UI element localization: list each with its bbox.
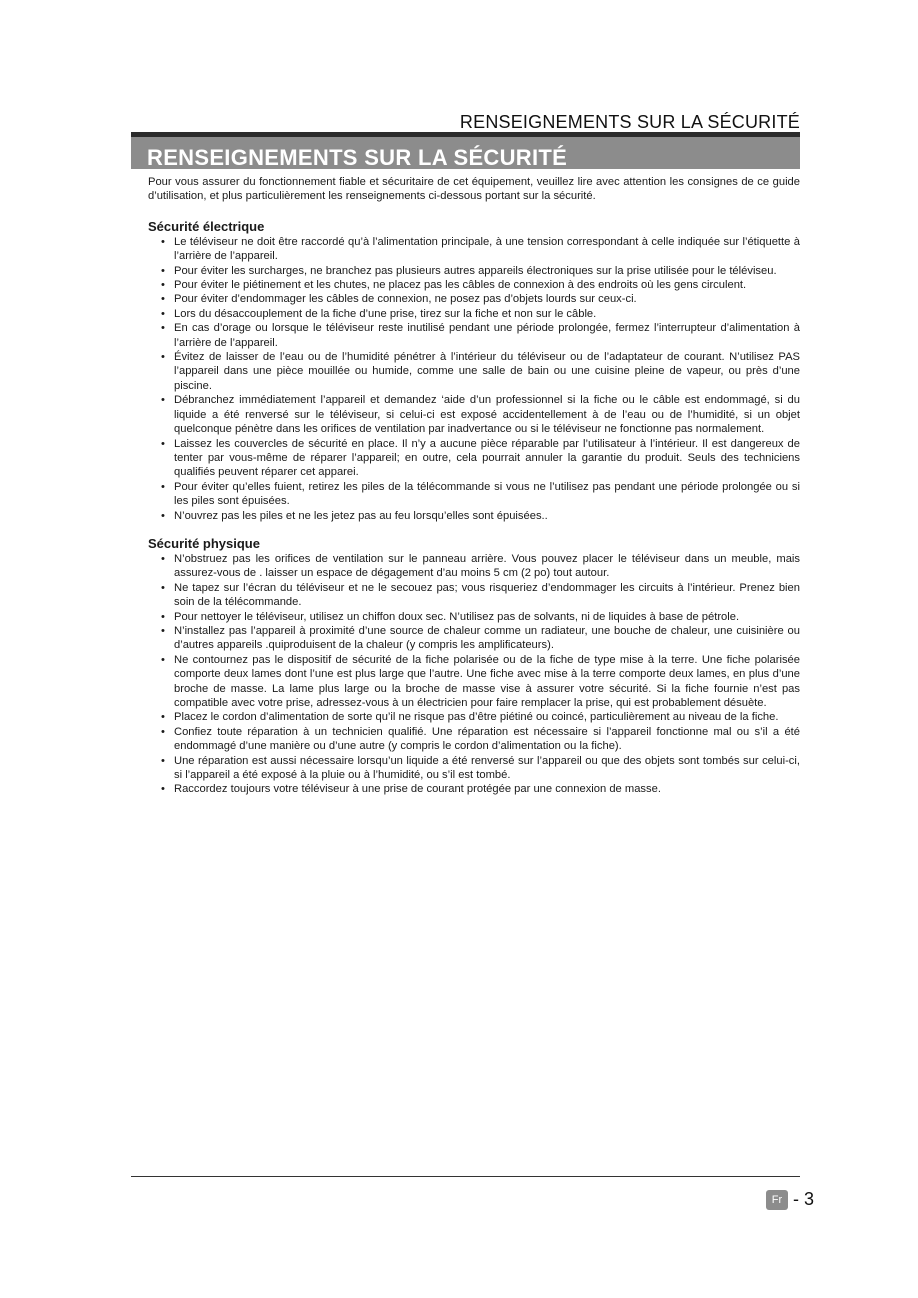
electrical-safety-list <box>148 235 800 523</box>
list-item: • Laissez les couvercles de sécurité en place. Il n’y a aucune pièce réparable par l’utilisateur à l’intérieur. Il est dangereux de tenter par vous-même de réparer l’appareil; en outre, cela pourrait annuler la garantie du produit. Seuls des techniciens qualifiés peuvent réparer cet apparei. <box>174 437 800 480</box>
list-item: • En cas d’orage ou lorsque le téléviseur reste inutilisé pendant une période prolongée, fermez l’interrupteur d’alimentation à l’arrière de l’appareil. <box>174 321 800 350</box>
page-title: RENSEIGNEMENTS SUR LA SÉCURITÉ <box>147 145 568 170</box>
list-item: • Ne contournez pas le dispositif de sécurité de la fiche polarisée ou de la fiche de type mise à la terre. Une fiche polarisée comporte deux lames dont l’une est plus large que l’autre. Une fiche avec mise à la terre comporte deux lames, en plus d’une broche de masse. La lame plus large ou la broche de masse vise à assurer votre sécurité. Si la fiche fournie n’est pas compatible avec votre prise, adressez-vous à un électricien pour faire remplacer la prise, qui est probablement désuète. <box>174 653 800 711</box>
language-badge: Fr <box>766 1190 788 1210</box>
intro-paragraph: Pour vous assurer du fonctionnement fiable et sécuritaire de cet équipement, veuillez lire avec attention les consignes de ce guide d’utilisation, et plus particulièrement les renseignements ci-dessous portant sur la sécurité. <box>148 176 800 203</box>
footer-divider <box>131 1176 800 1177</box>
list-item: • Confiez toute réparation à un technicien qualifié. Une réparation est nécessaire si l’appareil fonctionne mal ou s’il a été endommagé d’une manière ou d’une autre (y compris le cordon d’alimentation ou la fiche). <box>174 725 800 754</box>
document-body <box>148 175 800 797</box>
list-item: • Le téléviseur ne doit être raccordé qu’à l’alimentation principale, à une tension correspondant à celle indiquée sur l’étiquette à l’arrière de l’appareil. <box>174 235 800 264</box>
list-item: • Pour éviter qu’elles fuient, retirez les piles de la télécommande si vous ne l’utilisez pas pendant une période prolongée ou si les piles sont épuisées. <box>174 480 800 509</box>
page-number <box>766 1189 814 1210</box>
list-item: • Raccordez toujours votre téléviseur à une prise de courant protégée par une connexion de masse. <box>174 782 800 796</box>
list-item: • Placez le cordon d’alimentation de sorte qu’il ne risque pas d’être piétiné ou coincé, particulièrement au niveau de la fiche. <box>174 710 800 724</box>
list-item: • N’obstruez pas les orifices de ventilation sur le panneau arrière. Vous pouvez placer le téléviseur dans un meuble, mais assurez-vous de . laisser un espace de dégagement d’au moins 5 cm (2 po) tout autour. <box>174 552 800 581</box>
list-item: • Pour éviter les surcharges, ne branchez pas plusieurs autres appareils électroniques sur la prise utilisée pour le téléviseu. <box>174 264 800 278</box>
list-item: • N’ouvrez pas les piles et ne les jetez pas au feu lorsqu’elles sont épuisées.. <box>174 509 800 523</box>
list-item: • Pour nettoyer le téléviseur, utilisez un chiffon doux sec. N’utilisez pas de solvants, ni de liquides à base de pétrole. <box>174 610 800 624</box>
list-item: • Débranchez immédiatement l’appareil et demandez ‘aide d’un professionnel si la fiche ou le câble est endommagé, si du liquide a été renversé sur le téléviseur, si celui-ci est exposé accidentellement à de l’eau ou de l’humidité, si un objet quelconque pénètre dans les orifices de ventilation par inadvertance ou si le téléviseur ne fonctionne pas normalement. <box>174 393 800 436</box>
list-item: • Évitez de laisser de l’eau ou de l’humidité pénétrer à l’intérieur du téléviseur ou de l’adaptateur de courant. N’utilisez PAS l’appareil dans une pièce mouillée ou humide, comme une salle de bain ou une cuisine pleine de vapeur, ou près d’une piscine. <box>174 350 800 393</box>
section-heading-electrical: Sécurité électrique <box>148 218 265 234</box>
running-header-title: RENSEIGNEMENTS SUR LA SÉCURITÉ <box>459 112 800 132</box>
list-item: • N’installez pas l’appareil à proximité d’une source de chaleur comme un radiateur, une bouche de chaleur, une cuisinière ou d’autres appareils .quiproduisent de la chaleur (y compris les amplificateurs). <box>174 624 800 653</box>
list-item: • Une réparation est aussi nécessaire lorsqu’un liquide a été renversé sur l’appareil ou que des objets sont tombés sur celui-ci, si l’appareil a été exposé à la pluie ou à l’humidité, ou s’il est tombé. <box>174 754 800 783</box>
list-item: • Pour éviter d’endommager les câbles de connexion, ne posez pas d’objets lourds sur ceux-ci. <box>174 292 800 306</box>
title-band <box>131 132 800 169</box>
physical-safety-list <box>148 552 800 797</box>
list-item: • Lors du désaccouplement de la fiche d’une prise, tirez sur la fiche et non sur le câble. <box>174 307 800 321</box>
section-heading-physical: Sécurité physique <box>148 535 260 551</box>
list-item: • Pour éviter le piétinement et les chutes, ne placez pas les câbles de connexion à des endroits où les gens circulent. <box>174 278 800 292</box>
page-number-text: - 3 <box>792 1189 814 1209</box>
list-item: • Ne tapez sur l’écran du téléviseur et ne le secouez pas; vous risqueriez d’endommager les circuits à l’intérieur. Prenez bien soin de la télécommande. <box>174 581 800 610</box>
